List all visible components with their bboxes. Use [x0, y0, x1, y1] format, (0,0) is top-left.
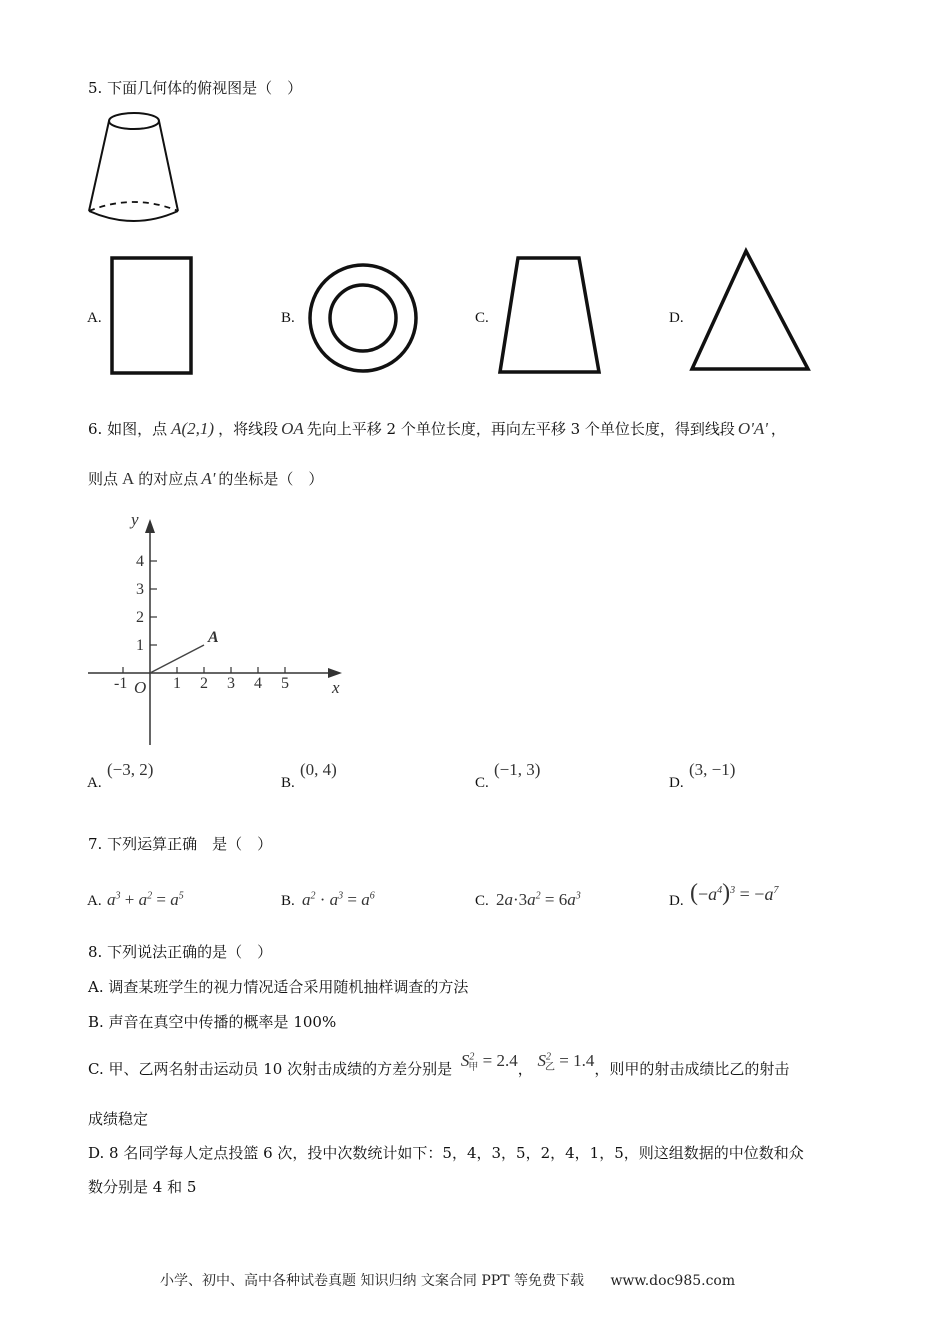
q5-trapezoid-figure [495, 254, 605, 379]
q5-triangle-figure [688, 247, 813, 377]
q6-option-c-label[interactable]: C. [475, 775, 489, 791]
q6-option-b-value[interactable]: (0, 4) [300, 760, 337, 779]
q8-option-a[interactable]: A. 调查某班学生的视力情况适合采用随机抽样调查的方法 [88, 978, 469, 996]
frustum-figure [85, 110, 185, 225]
y-tick-label: 4 [136, 553, 144, 570]
x-tick-label: 4 [254, 675, 262, 692]
q8-option-d-line1[interactable]: D. 8 名同学每人定点投篮 6 次，投中次数统计如下：5，4，3，5，2，4，1，5，则这组数据的中位数和众 [88, 1144, 804, 1162]
q6-stem-text-7: 的坐标是（ ） [218, 470, 324, 488]
q8-option-c-line2: 成绩稳定 [88, 1110, 149, 1128]
point-a-marker-label: A [208, 629, 219, 646]
q8-stem: 8. 下列说法正确的是（ ） [88, 943, 273, 961]
q8-option-c-separator: ， [517, 1060, 533, 1078]
x-tick-label: 1 [173, 675, 181, 692]
footer-url[interactable]: www.doc985.com [610, 1273, 736, 1289]
q6-option-c-value[interactable]: (−1, 3) [494, 760, 541, 779]
q6-stem-text-2: ，将线段 [218, 420, 279, 438]
q8-option-c-text-1: C. 甲、乙两名射击运动员 10 次射击成绩的方差分别是 [88, 1060, 453, 1078]
footer-text: 小学、初中、高中各种试卷真题 知识归纳 文案合同 PPT 等免费下载 [160, 1273, 584, 1289]
variance-yi-value: = 1.4 [559, 1051, 595, 1070]
q6-stem-text-6: 的对应点 [138, 470, 199, 488]
q5-option-d-label[interactable]: D. [669, 310, 684, 326]
variance-jia: $S^2_甲 = 2.4$ [460, 1051, 518, 1074]
q7-option-c-expression[interactable]: $2a\cdot 3a^2 = 6a^3$ [496, 890, 581, 909]
x-axis-arrow [328, 668, 342, 678]
q6-option-a-label[interactable]: A. [87, 775, 102, 791]
point-a-coordinate: A(2,1) [171, 419, 215, 438]
q7-option-a-expression[interactable]: $a^3 + a^2 = a^5$ [107, 890, 184, 909]
y-tick-label: 2 [136, 609, 144, 626]
q6-option-d-value[interactable]: (3, −1) [689, 760, 736, 779]
q7-option-a-label[interactable]: A. [87, 893, 102, 909]
q8-option-b[interactable]: B. 声音在真空中传播的概率是 100% [88, 1013, 337, 1031]
point-a-prime-label: A' [201, 469, 216, 488]
q7-option-b-label[interactable]: B. [281, 893, 295, 909]
x-tick-label: 5 [281, 675, 289, 692]
variance-yi: $S^2_乙 = 1.4$ [537, 1051, 595, 1074]
origin-label: O [134, 678, 147, 697]
q7-option-d-label[interactable]: D. [669, 893, 684, 909]
q6-stem-text-5: 则点 [88, 470, 119, 488]
q6-stem-line1 [88, 418, 786, 439]
y-axis-label: y [131, 510, 139, 529]
q8-option-c-text-2: ，则甲的射击成绩比乙的射击 [594, 1060, 790, 1078]
y-tick-label: 3 [136, 581, 144, 598]
q7-option-b-expression[interactable]: $a^2 \cdot a^3 = a^6$ [302, 890, 375, 909]
q6-stem-line2 [88, 468, 323, 489]
x-tick-label: 3 [227, 675, 235, 692]
y-tick-label: 1 [136, 637, 144, 654]
q6-option-b-label[interactable]: B. [281, 775, 295, 791]
q5-option-a-label[interactable]: A. [87, 310, 102, 326]
point-a-label: A [122, 469, 135, 488]
y-axis-arrow [145, 519, 155, 533]
x-axis-label: x [332, 678, 340, 697]
x-tick-label: -1 [114, 675, 128, 692]
q5-option-c-label[interactable]: C. [475, 310, 489, 326]
q7-option-c-label[interactable]: C. [475, 893, 489, 909]
q6-stem-text-4: ， [770, 420, 786, 438]
q6-stem-text-1: 6. 如图，点 [88, 420, 168, 438]
q6-stem-text-3: 先向上平移 2 个单位长度，再向左平移 3 个单位长度，得到线段 [306, 420, 735, 438]
q7-option-d-expression[interactable]: $(-a^4)^3 = -a^7$ [690, 880, 779, 906]
q5-rectangle-figure [108, 255, 198, 380]
q6-option-d-label[interactable]: D. [669, 775, 684, 791]
q6-option-a-value[interactable]: (−3, 2) [107, 760, 154, 779]
segment-oa: OA [281, 419, 304, 438]
segment-oa-prime: O'A' [737, 419, 768, 438]
variance-jia-value: = 2.4 [482, 1051, 518, 1070]
q8-option-c-line1[interactable] [88, 1051, 790, 1081]
q5-concentric-circles-figure [302, 258, 428, 380]
q5-option-b-label[interactable]: B. [281, 310, 295, 326]
q8-option-d-line2: 数分别是 4 和 5 [88, 1178, 197, 1196]
q5-stem: 5. 下面几何体的俯视图是（ ） [88, 79, 303, 97]
footer [160, 1270, 735, 1290]
q7-stem: 7. 下列运算正确 是（ ） [88, 835, 273, 853]
coordinate-plane-figure [80, 505, 360, 750]
x-tick-label: 2 [200, 675, 208, 692]
